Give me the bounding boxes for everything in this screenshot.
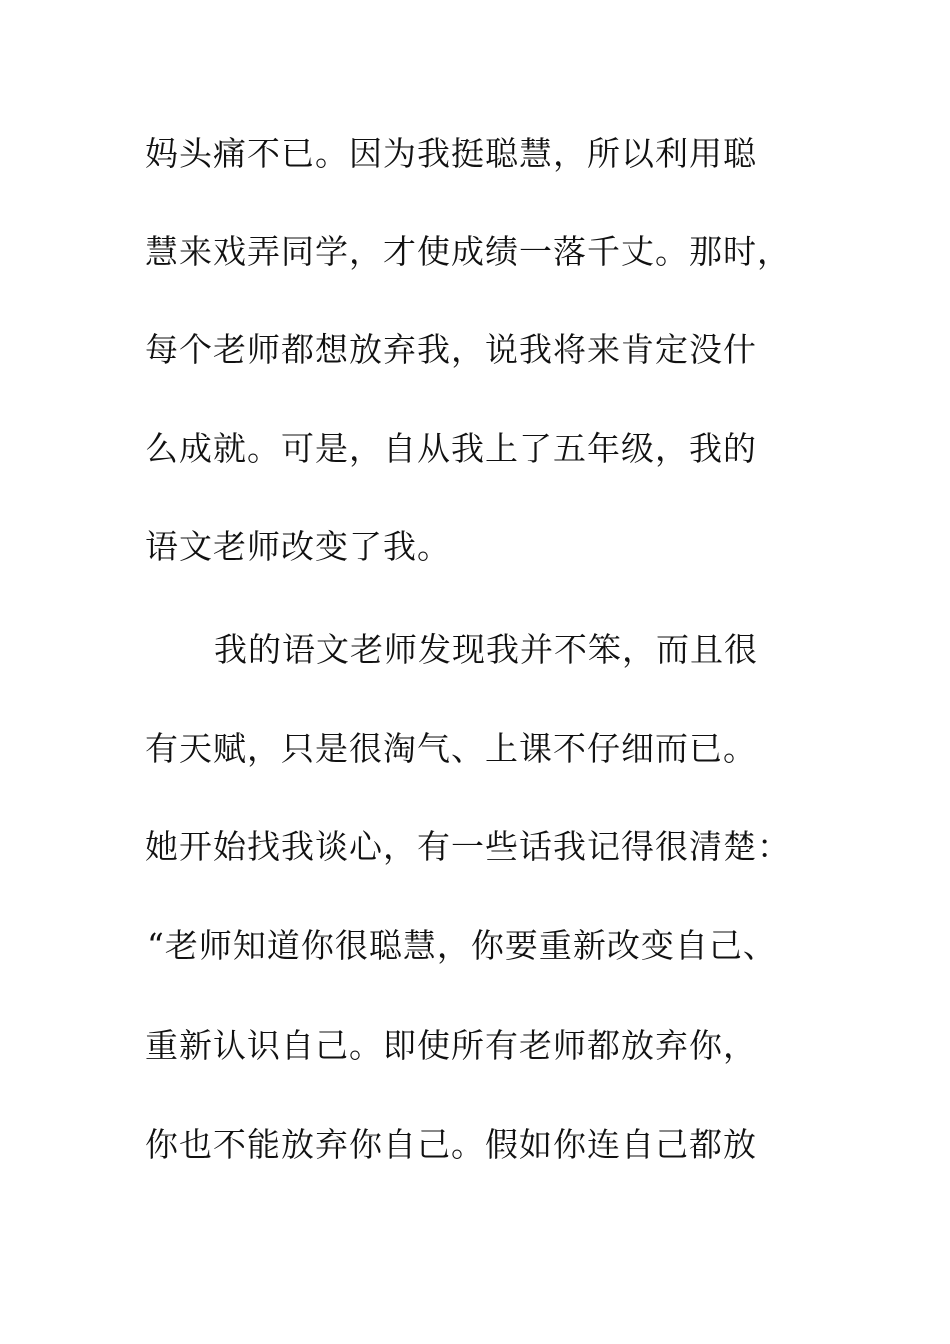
text-line-7: 有天赋，只是很淘气、上课不仔细而已。	[145, 729, 757, 768]
quote-line-1: “老师知道你很聪慧，你要重新改变自己、	[147, 926, 777, 965]
text-line-2: 慧来戏弄同学，才使成绩一落千丈。那时，	[145, 232, 791, 271]
text-line-8: 她开始找我谈心，有一些话我记得很清楚：	[145, 827, 791, 866]
text-line-1: 妈头痛不已。因为我挺聪慧，所以利用聪	[145, 134, 757, 173]
quote-line-2: 重新认识自己。即使所有老师都放弃你，	[145, 1026, 757, 1065]
text-line-4: 么成就。可是，自从我上了五年级，我的	[145, 429, 757, 468]
text-line-3: 每个老师都想放弃我，说我将来肯定没什	[145, 330, 757, 369]
text-line-5: 语文老师改变了我。	[145, 527, 451, 566]
paragraph-start-line: 我的语文老师发现我并不笨，而且很	[214, 630, 758, 669]
quote-line-3: 你也不能放弃你自己。假如你连自己都放	[145, 1125, 757, 1164]
